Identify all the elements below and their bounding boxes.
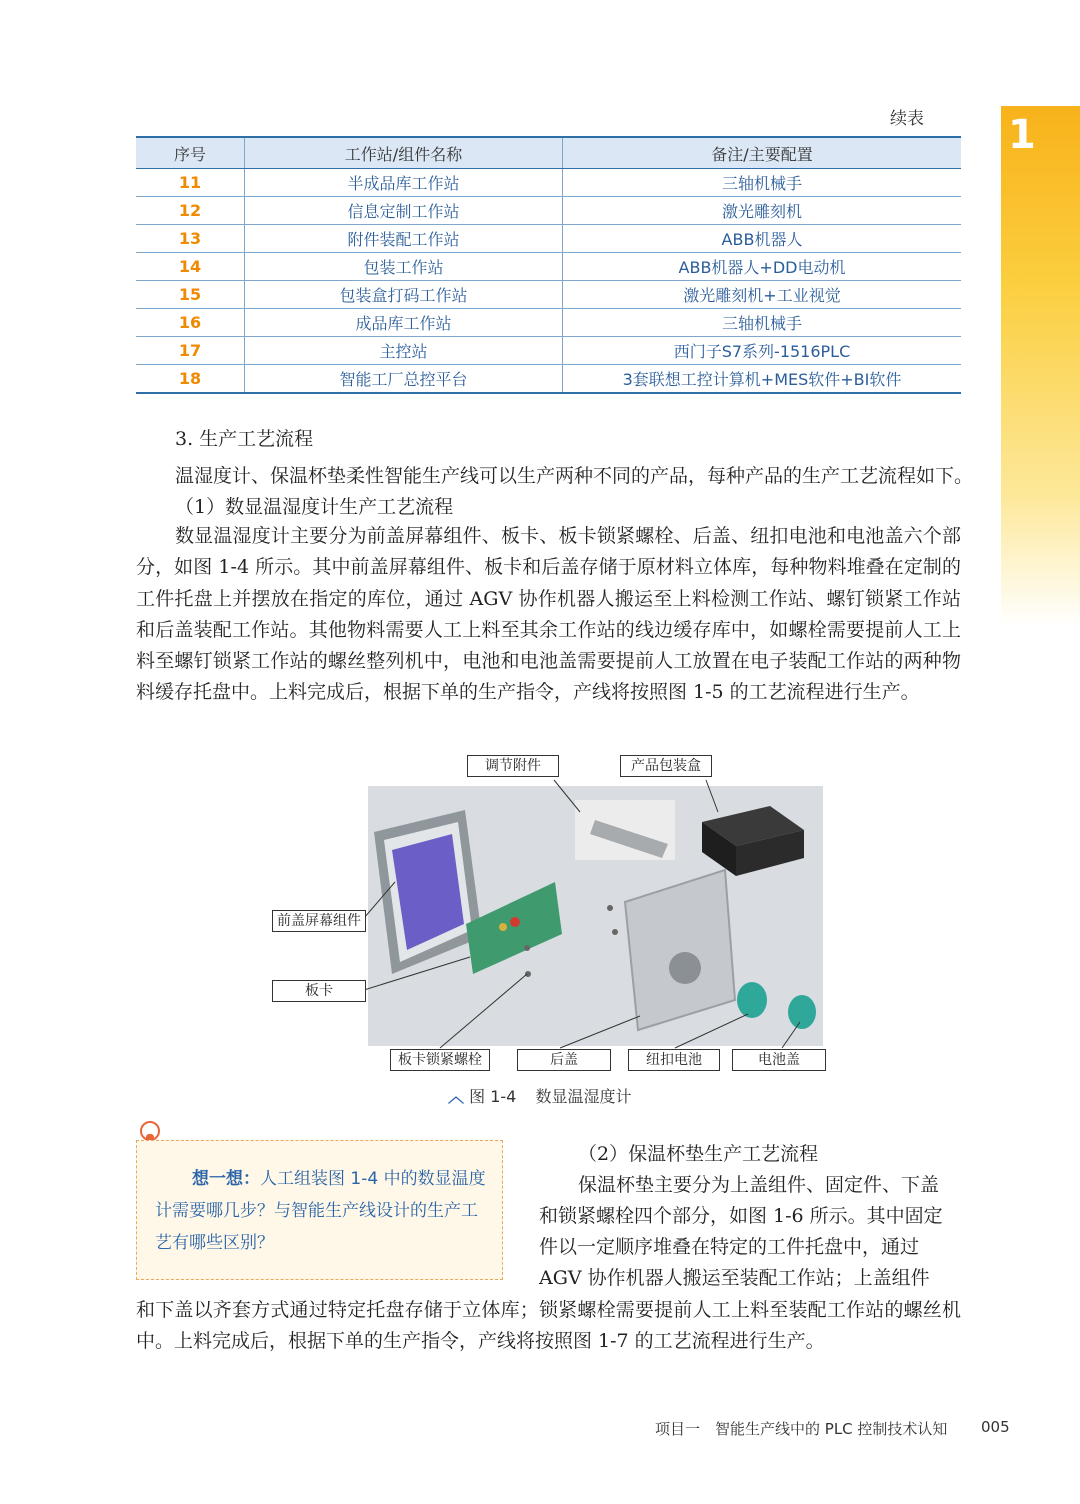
row-name: 半成品库工作站 [245, 169, 563, 197]
table-row [136, 169, 961, 197]
section-heading: 3. 生产工艺流程 [175, 428, 314, 450]
row-name: 信息定制工作站 [245, 197, 563, 225]
row-name: 主控站 [245, 337, 563, 365]
row-name: 智能工厂总控平台 [245, 365, 563, 394]
row-no: 16 [136, 309, 245, 337]
row-no: 11 [136, 169, 245, 197]
figure-caption [448, 1084, 631, 1107]
para2-line-3: 件以一定顺序堆叠在特定的工件托盘中，通过 [539, 1236, 920, 1258]
row-no: 12 [136, 197, 245, 225]
row-name: 包装工作站 [245, 253, 563, 281]
think-title: 想一想： [192, 1169, 260, 1189]
para2-line-2: 和锁紧螺栓四个部分，如图 1-6 所示。其中固定 [539, 1205, 943, 1227]
label-front-cover: 前盖屏幕组件 [272, 910, 366, 932]
row-name: 包装盒打码工作站 [245, 281, 563, 309]
screw [524, 945, 530, 951]
table-row [136, 281, 961, 309]
footer-title: 项目一 智能生产线中的 PLC 控制技术认知 [655, 1420, 948, 1438]
page-number: 005 [981, 1418, 1010, 1436]
table-row [136, 225, 961, 253]
screw [612, 929, 618, 935]
label-adjust-accessory: 调节附件 [467, 755, 559, 777]
screw [525, 971, 531, 977]
caption-chevron-icon: ︿ [448, 1087, 465, 1106]
row-name: 成品库工作站 [245, 309, 563, 337]
caption-text: 数显温湿度计 [535, 1087, 632, 1106]
label-coin-battery: 纽扣电池 [628, 1049, 720, 1071]
row-note: 激光雕刻机+工业视觉 [563, 281, 962, 309]
subsection-heading-1: （1）数显温湿度计生产工艺流程 [175, 496, 454, 518]
row-no: 15 [136, 281, 245, 309]
header-name: 工作站/组件名称 [245, 137, 563, 169]
chapter-number: 1 [1008, 112, 1036, 158]
table-row [136, 365, 961, 394]
row-note: 3套联想工控计算机+MES软件+BI软件 [563, 365, 962, 394]
battery-cover [788, 995, 816, 1029]
para2-tail: 和下盖以齐套方式通过特定托盘存储于立体库；锁紧螺栓需要提前人工上料至装配工作站的螺丝机中。上料完成后，根据下单的生产指令，产线将按照图 1-7 的工艺流程进行生产。 [136, 1299, 961, 1353]
table-row [136, 197, 961, 225]
pcb-red-component [510, 917, 520, 927]
header-note: 备注/主要配置 [563, 137, 962, 169]
row-no: 13 [136, 225, 245, 253]
row-note: 三轴机械手 [563, 309, 962, 337]
intro-line: 温湿度计、保温杯垫柔性智能生产线可以生产两种不同的产品，每种产品的生产工艺流程如下。 [175, 465, 974, 487]
workstation-table [136, 136, 961, 394]
label-board: 板卡 [272, 980, 366, 1002]
paragraph-thermometer: 数显温湿度计主要分为前盖屏幕组件、板卡、板卡锁紧螺栓、后盖、纽扣电池和电池盖六个部分，如图 1-4 所示。其中前盖屏幕组件、板卡和后盖存储于原材料立体库，每种物料堆叠在定制的工件托盘上并摆放在指定的库位，通过 AGV 协作机器人搬运至上料检测工作站、螺钉锁紧工作站和后盖装配工作站。其他物料需要人工上料至其余工作站的线边缓存库中，如螺栓需要提前人工上料至螺钉锁紧工作站的螺丝整列机中，电池和电池盖需要提前人工放置在电子装配工作站的两种物料缓存托盘中。上料完成后，根据下单的生产指令，产线将按照图 1-5 的工艺流程进行生产。 [136, 525, 961, 704]
table-header-row [136, 137, 961, 169]
think-box [136, 1140, 503, 1280]
label-board-bolt: 板卡锁紧螺栓 [390, 1049, 490, 1071]
subsection-heading-2: （2）保温杯垫生产工艺流程 [578, 1143, 819, 1165]
think-content [155, 1163, 490, 1259]
label-battery-cover: 电池盖 [732, 1049, 826, 1071]
table-row [136, 309, 961, 337]
caption-prefix: 图 1-4 [469, 1087, 517, 1106]
pcb-yellow-component [499, 923, 507, 931]
table-row [136, 337, 961, 365]
row-note: ABB机器人+DD电动机 [563, 253, 962, 281]
row-note: 西门子S7系列-1516PLC [563, 337, 962, 365]
think-question: 人工组装图 1-4 中的数显温度计需要哪几步？与智能生产线设计的生产工艺有哪些区别？ [155, 1169, 486, 1253]
label-back-cover: 后盖 [517, 1049, 611, 1071]
row-note: ABB机器人 [563, 225, 962, 253]
row-no: 18 [136, 365, 245, 394]
label-package-box: 产品包装盒 [620, 755, 712, 777]
coin-battery [737, 982, 767, 1018]
para2-line-4: AGV 协作机器人搬运至装配工作站；上盖组件 [539, 1267, 930, 1289]
para2-line-1: 保温杯垫主要分为上盖组件、固定件、下盖 [578, 1174, 940, 1196]
figure-exploded-thermometer [270, 752, 830, 1074]
row-note: 激光雕刻机 [563, 197, 962, 225]
row-no: 17 [136, 337, 245, 365]
row-no: 14 [136, 253, 245, 281]
back-cover-hole [669, 952, 701, 984]
chapter-tab [1001, 106, 1080, 626]
row-note: 三轴机械手 [563, 169, 962, 197]
screw [607, 905, 613, 911]
header-no: 序号 [136, 137, 245, 169]
table-row [136, 253, 961, 281]
continued-label: 续表 [890, 109, 924, 129]
row-name: 附件装配工作站 [245, 225, 563, 253]
